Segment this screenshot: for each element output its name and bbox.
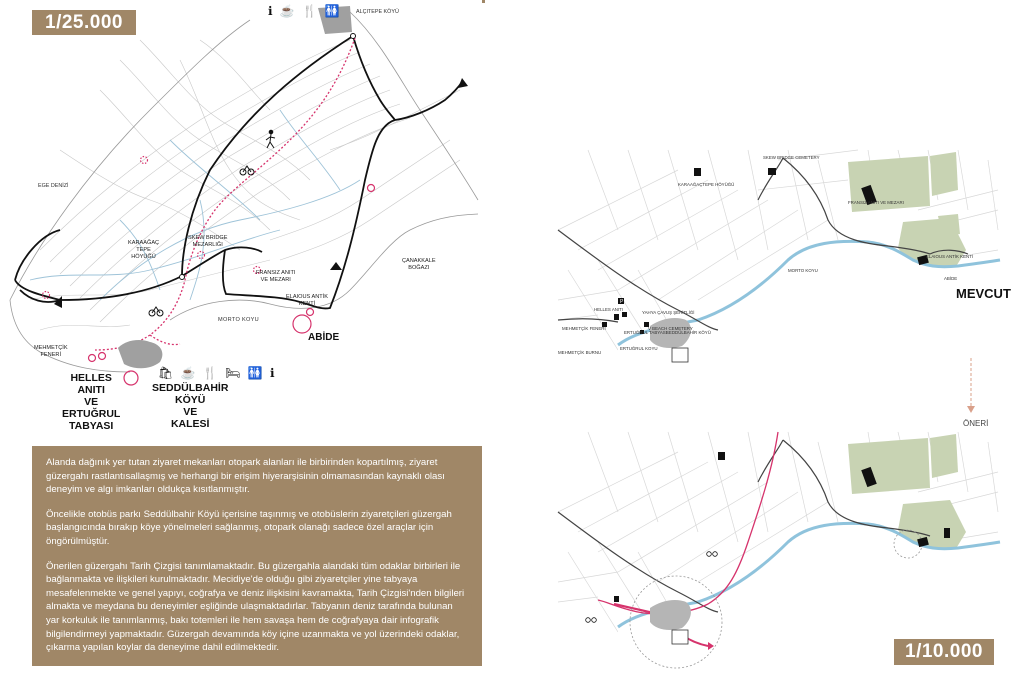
label-abide-r: ABİDE xyxy=(944,276,958,281)
bed-icon: 🛏 xyxy=(225,366,243,380)
label-karaagac-r: KARAAĞAÇTEPE HÖYÜĞÜ xyxy=(678,182,735,187)
label-ege: EGE DENİZİ xyxy=(38,183,69,189)
top-amenity-icons xyxy=(268,4,341,18)
existing-title: MEVCUT xyxy=(956,286,1011,301)
cafe-icon: ☕ xyxy=(279,4,297,18)
proposal-map xyxy=(558,432,1000,672)
label-fransiz: FRANSIZ ANITI VE MEZARI xyxy=(256,270,296,283)
restaurant-icon: 🍴 xyxy=(202,366,220,380)
right-scale-badge: 1/10.000 xyxy=(894,639,994,665)
bottom-amenity-icons xyxy=(158,366,277,380)
wc-icon: 🚻 xyxy=(247,366,265,380)
label-helles: HELLES ANITI VE ERTUĞRUL TABYASI xyxy=(62,372,121,433)
restaurant-icon: 🍴 xyxy=(302,4,320,18)
label-canakkale: ÇANAKKALE BOĞAZI xyxy=(402,258,436,271)
label-ertugrul-koyu-r: ERTUĞRUL KOYU xyxy=(620,346,658,351)
label-mehmetcik-feneri-r: MEHMETÇİK FENERİ xyxy=(562,326,606,331)
label-ertugrul-tabyasi-r: ERTUĞRUL TABYASI xyxy=(624,330,667,335)
left-map xyxy=(0,0,482,440)
info-icon: ℹ xyxy=(268,4,275,18)
top-divider xyxy=(482,0,485,3)
description-paragraph: Alanda dağınık yer tutan ziyaret mekanları otopark alanları ile birbirinden kopartılmış, ziyaret güzergahı rastlantısallaşmış ve herhangi bir erişim hiyerarşisinin olmamasından kaynaklı olası deneyim ve algı imkanları oldukça kısıtlanmıştır. xyxy=(46,457,445,496)
svg-text:P: P xyxy=(620,299,624,305)
description-paragraph: Önerilen güzergahı Tarih Çizgisi tanımlamaktadır. Bu güzergahla alandaki tüm odaklar birbirleri ile bağlanmakta ve ilişkileri kurulmaktadır. Mecidiye'de olduğu gibi ziyaretçiler yine tabyaya mesafelenmekte ve genel yapıyı, coğrafya ve deniz ilişkisini kavramakta, Tarih Çizgisi'nden bilgileri almakta ve meydana bu deneyimler eşliğinde ulaşmaktadırlar. Tabyanın deniz tarafında bulunan yar korkuluk ile tanımlanmış, bakı totemleri ile hem savaşa hem de coğrafyaya dair infografik bilgilendirmeyi yapmaktadır. Güzergah devamında köy içine uzanmakta ve yol üzerindeki odaklar, çıkarma yapılan koylar da deneyime dahil edilmektedir. xyxy=(46,560,465,654)
wc-icon: 🚻 xyxy=(324,4,342,18)
label-helles-r: HELLES ANITI xyxy=(594,307,624,312)
label-mehmetcik-burnu-r: MEHMETÇİK BURNU xyxy=(558,350,602,355)
label-elaious-r: ELAIOUS ANTİK KENTİ xyxy=(926,254,974,259)
existing-map xyxy=(558,150,1011,382)
info-icon: ℹ xyxy=(270,366,277,380)
label-yahya-r: YAHYA ÇAVUŞ ŞEHİTLİĞİ xyxy=(642,310,695,315)
label-elaious: ELAIOUS ANTİK KENTİ xyxy=(286,294,328,307)
cafe-icon: ☕ xyxy=(180,366,198,380)
label-abide: ABİDE xyxy=(308,332,340,343)
label-skew-cemetery: SKEW BRIDGE CEMETERY xyxy=(763,155,820,160)
description-paragraph: Öncelikle otobüs parkı Seddülbahir Köyü içerisine taşınmış ve otobüslerin ziyaretçileri güzergah başlangıcında bırakıp köye yönelmeleri sağlanmış, otopark olanağı sadece özel araçlar için öngörülmüştür. xyxy=(46,508,452,548)
label-morto-r: MORTO KOYU xyxy=(788,268,818,273)
description-panel xyxy=(32,446,482,666)
label-v-beach-r: V BEACH CEMETERY xyxy=(648,326,693,331)
connector-arrow xyxy=(961,356,981,416)
label-karaagac: KARAAĞAÇ TEPE HÖYÜĞÜ xyxy=(128,240,160,260)
proposal-title: ÖNERİ xyxy=(963,419,989,428)
label-alcitepe: ALÇITEPE KÖYÜ xyxy=(356,9,399,15)
label-seddulbahir-r: SEDDÜLBAHİR KÖYÜ xyxy=(666,330,711,335)
label-mehmetcik: MEHMETÇİK FENERİ xyxy=(34,345,68,358)
proposal-map-drawing xyxy=(558,432,1000,672)
shop-icon: 🛍 xyxy=(158,366,176,380)
label-fransiz-r: FRANSIZ ANITI VE MEZARI xyxy=(848,200,904,205)
label-skew-bridge: SKEW BRIDGE MEZARLIĞI xyxy=(188,235,228,248)
left-scale-badge: 1/25.000 xyxy=(32,10,136,35)
label-seddulbahir: SEDDÜLBAHİR KÖYÜ VE KALESİ xyxy=(152,382,229,431)
label-morto: MORTO KOYU xyxy=(218,317,260,323)
